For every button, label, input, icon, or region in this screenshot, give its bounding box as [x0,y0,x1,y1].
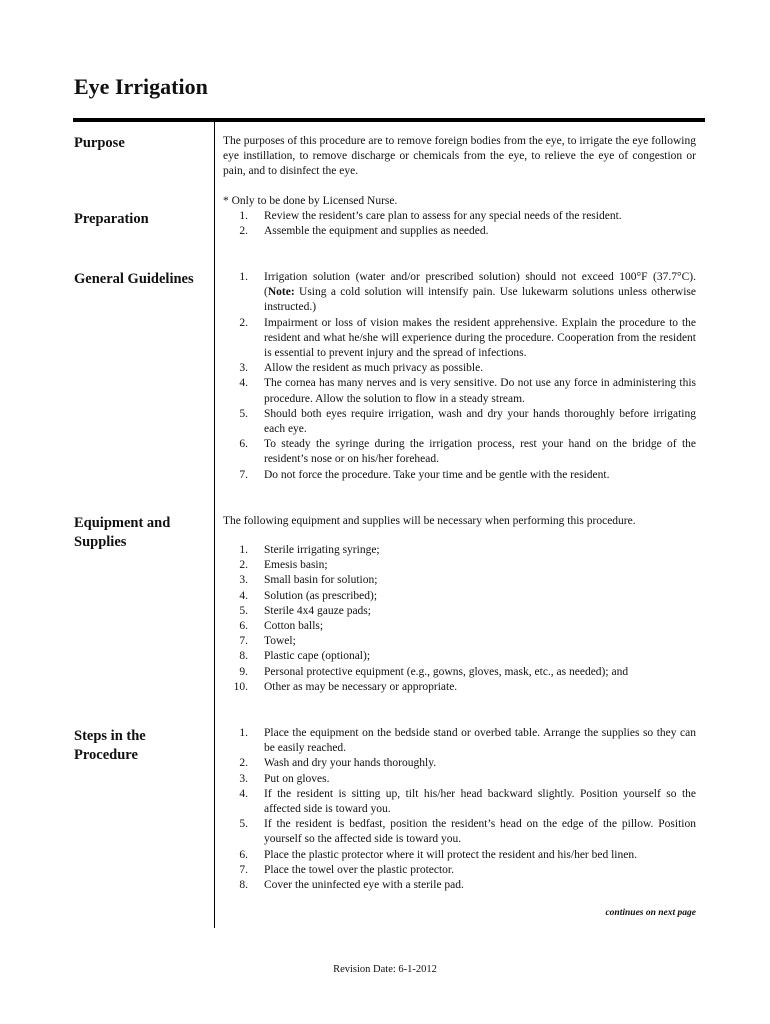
list-item [223,543,696,558]
list-item [223,224,696,239]
list-number: 4. [239,787,248,800]
list-text: Allow the resident as much privacy as possible. [264,362,484,375]
title-rule [73,118,705,122]
list-text: Solution (as prescribed); [264,589,378,602]
list-text: Place the towel over the plastic protector. [264,863,455,876]
list-item [223,878,696,893]
list-text: To steady the syringe during the irrigation process, rest your hand on the bridge of the resident’s nose or on his/her forehead. [264,438,696,466]
list-item [223,863,696,878]
list-item [223,468,696,483]
list-number: 1. [239,210,248,222]
list-item [223,407,696,437]
list-number: 2. [239,757,248,770]
list-item [223,726,696,756]
guidelines-list [223,270,696,483]
list-item [223,209,696,224]
list-number: 6. [239,620,248,633]
preparation-heading: Preparation [74,211,149,227]
list-text: Should both eyes require irrigation, wash and dry your hands thoroughly before irrigating each eye. [264,407,696,436]
list-number: 7. [239,635,248,648]
list-item [223,787,696,817]
list-text [264,271,696,313]
preparation-list [223,209,696,239]
document-title: Eye Irrigation [74,74,208,99]
list-number: 2. [239,316,248,329]
list-item [223,680,696,695]
list-number: 9. [239,665,248,678]
list-number: 1. [239,271,248,283]
equipment-list [223,543,696,695]
steps-heading: Steps in the Procedure [74,728,146,763]
guidelines-heading: General Guidelines [74,271,194,287]
list-item [223,848,696,863]
list-text: Wash and dry your hands thoroughly. [264,757,437,770]
list-number: 1. [239,727,248,739]
purpose-text: The purposes of this procedure are to remove foreign bodies from the eye, to irrigate the eye following eye instillation, to remove discharge or chemicals from the eye, to relieve the eye of congestion or pain, and to disinfect the eye. [223,135,696,178]
list-number: 3. [239,574,248,587]
list-text: Cover the uninfected eye with a sterile pad. [264,879,464,892]
preparation-note: * Only to be done by Licensed Nurse. [223,195,398,207]
list-item [223,756,696,771]
steps-list [223,726,696,893]
list-item [223,361,696,376]
list-number: 6. [239,848,248,861]
list-number: 4. [239,589,248,602]
list-item [223,649,696,664]
list-text: Assemble the equipment and supplies as needed. [264,225,489,238]
list-text: Other as may be necessary or appropriate. [264,680,458,693]
list-text: Place the plastic protector where it will protect the resident and his/her bed linen. [264,848,637,861]
list-item [223,817,696,847]
list-text: Personal protective equipment (e.g., gowns, gloves, mask, etc., as needed); and [264,665,629,678]
list-item [223,634,696,649]
list-text: Emesis basin; [264,559,328,572]
list-item [223,772,696,787]
list-item [223,316,696,362]
continues-note: continues on next page [605,908,696,918]
list-item [223,270,696,316]
list-number: 6. [239,438,248,451]
purpose-heading: Purpose [74,135,125,151]
revision-date: Revision Date: 6-1-2012 [333,964,437,975]
list-item [223,376,696,406]
list-number: 10. [233,680,248,693]
list-text: Sterile 4x4 gauze pads; [264,604,371,617]
list-text: Cotton balls; [264,620,324,633]
guideline-1-note: Using a cold solution will intensify pain. Use lukewarm solutions unless otherwise instructed.) [264,286,696,314]
list-number: 3. [239,362,248,375]
list-number: 4. [239,377,248,390]
list-number: 8. [239,879,248,892]
list-item [223,589,696,604]
list-text: Small basin for solution; [264,574,378,587]
list-item [223,604,696,619]
list-text: Place the equipment on the bedside stand or overbed table. Arrange the supplies so they can be easily reached. [264,727,696,755]
list-item [223,437,696,467]
list-item [223,558,696,573]
list-item [223,573,696,588]
list-number: 1. [239,544,248,556]
equipment-heading: Equipment and Supplies [74,515,171,550]
list-number: 5. [239,407,248,420]
list-number: 2. [239,225,248,238]
list-text: If the resident is bedfast, position the resident’s head on the edge of the pillow. Position yourself so the affected side is toward you. [264,818,696,846]
list-text: Plastic cape (optional); [264,650,371,663]
list-number: 7. [239,468,248,481]
list-text: Impairment or loss of vision makes the resident apprehensive. Explain the procedure to the resident and what he/she will experience during the procedure. Cooperation from the resident is essential to prevent injury and the spread of infections. [264,316,696,360]
list-number: 7. [239,863,248,876]
list-item [223,665,696,680]
list-text: Sterile irrigating syringe; [264,544,380,556]
list-text: If the resident is sitting up, tilt his/her head backward slightly. Position yourself so the affected side is toward you. [264,787,696,816]
list-number: 8. [239,650,248,663]
guideline-1-text: Irrigation solution (water and/or prescribed solution) should not exceed 100°F (37.7°C). ( [264,271,696,299]
list-text: The cornea has many nerves and is very sensitive. Do not use any force in administering this procedure. Allow the solution to flow in a steady stream. [264,377,696,405]
list-text: Towel; [264,635,296,648]
list-text: Review the resident’s care plan to assess for any special needs of the resident. [264,210,622,222]
list-number: 5. [239,604,248,617]
list-number: 2. [239,559,248,572]
equipment-intro: The following equipment and supplies will be necessary when performing this procedure. [223,515,636,527]
list-text: Do not force the procedure. Take your time and be gentle with the resident. [264,468,610,481]
list-number: 5. [239,818,248,831]
list-item [223,619,696,634]
note-label: Note: [267,286,295,299]
list-text: Put on gloves. [264,772,330,785]
list-number: 3. [239,772,248,785]
column-divider [214,122,215,928]
